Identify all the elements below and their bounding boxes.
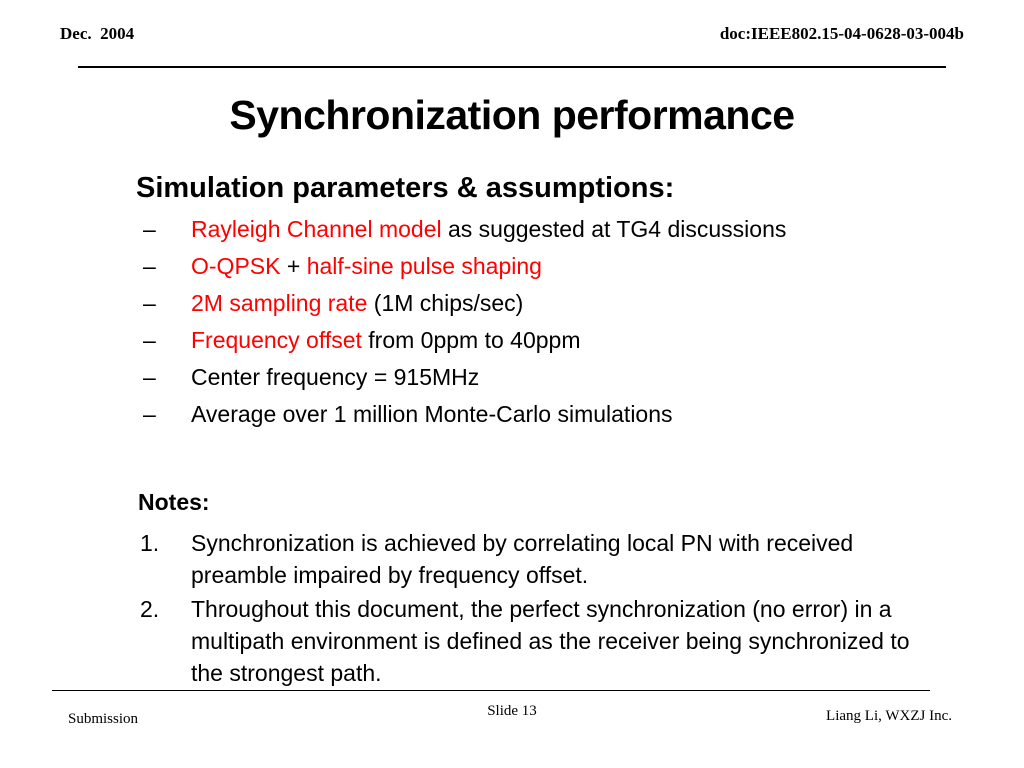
note-text: Throughout this document, the perfect synchronization (no error) in a multipath environment is defined as the receiver being synchronized to the strongest path.	[191, 596, 910, 686]
simulation-bullet-list	[140, 214, 900, 436]
bullet-dash: –	[143, 253, 156, 279]
note-number: 2.	[140, 596, 160, 622]
bullet-sampling-rate	[140, 288, 900, 319]
bullet-channel-model	[140, 214, 900, 245]
bullet-highlight: O-QPSK	[191, 253, 281, 279]
header-divider	[78, 66, 946, 68]
bullet-text: from 0ppm to 40ppm	[361, 327, 581, 353]
bullet-text: (1M chips/sec)	[367, 290, 524, 316]
footer-divider	[52, 690, 930, 691]
notes-list	[140, 527, 920, 691]
bullet-modulation	[140, 251, 900, 282]
bullet-text: Average over 1 million Monte-Carlo simulations	[191, 401, 673, 427]
bullet-text: as suggested at TG4 discussions	[441, 216, 787, 242]
bullet-highlight: 2M sampling rate	[191, 290, 368, 316]
header-date: Dec. 2004	[60, 24, 135, 43]
footer-submission: Submission	[68, 711, 139, 727]
bullet-text: +	[280, 253, 307, 279]
bullet-text: Center frequency = 915MHz	[191, 364, 480, 390]
bullet-highlight: Rayleigh Channel model	[191, 216, 442, 242]
simulation-heading: Simulation parameters & assumptions:	[136, 172, 675, 204]
note-item	[140, 593, 920, 689]
note-number: 1.	[140, 530, 160, 556]
bullet-dash: –	[143, 401, 156, 427]
bullet-dash: –	[143, 216, 156, 242]
bullet-center-frequency	[140, 362, 900, 393]
note-item	[140, 527, 920, 591]
bullet-dash: –	[143, 290, 156, 316]
bullet-highlight: Frequency offset	[191, 327, 362, 353]
bullet-monte-carlo	[140, 399, 900, 430]
bullet-highlight-2: half-sine pulse shaping	[306, 253, 542, 279]
header-doc-id: doc:IEEE802.15-04-0628-03-004b	[719, 24, 964, 43]
note-text: Synchronization is achieved by correlating local PN with received preamble impaired by frequency offset.	[191, 530, 854, 588]
footer-slide-number: Slide 13	[487, 703, 537, 719]
slide-title: Synchronization performance	[229, 92, 795, 138]
bullet-frequency-offset	[140, 325, 900, 356]
footer-author: Liang Li, WXZJ Inc.	[826, 708, 952, 724]
notes-heading: Notes:	[138, 489, 210, 515]
bullet-dash: –	[143, 364, 156, 390]
bullet-dash: –	[143, 327, 156, 353]
